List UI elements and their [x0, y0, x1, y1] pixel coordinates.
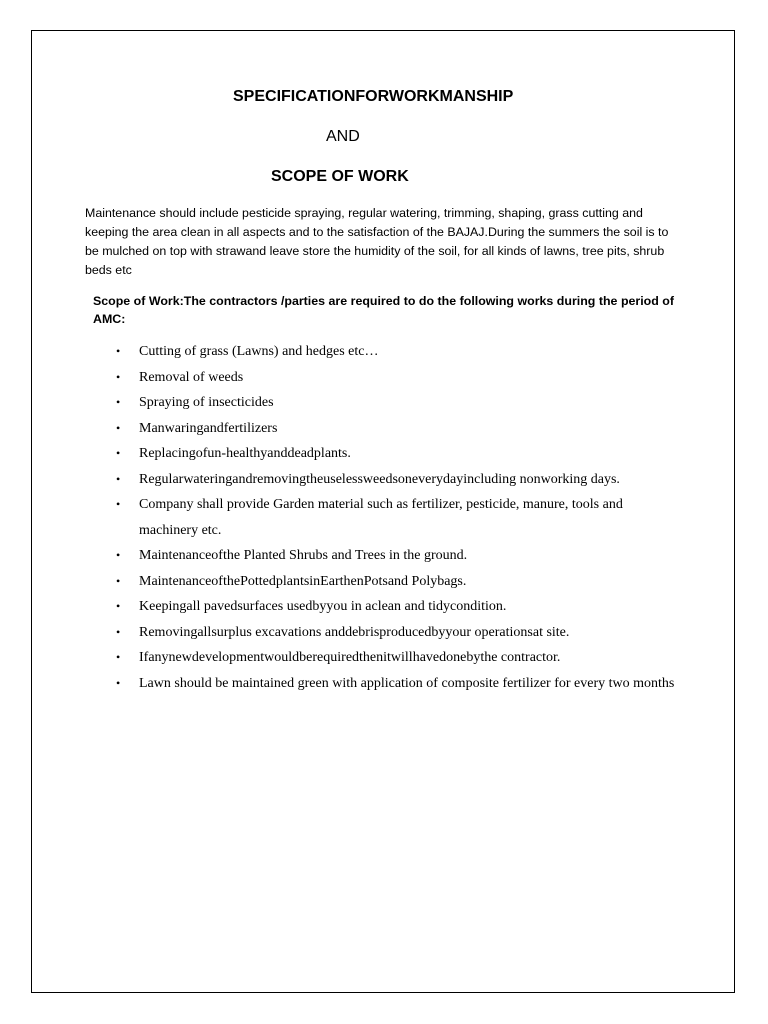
document-title-connector: AND [326, 128, 360, 145]
list-item-text: Lawn should be maintained green with application of composite fertilizer for every two months [139, 675, 675, 691]
list-item [110, 594, 675, 620]
list-item-text: Cutting of grass (Lawns) and hedges etc… [139, 344, 379, 359]
list-item-text: Replacingofun-healthyanddeadplants. [139, 446, 351, 461]
bullet-icon: • [116, 548, 121, 562]
list-item [110, 492, 675, 543]
list-item [110, 441, 675, 467]
list-item-text: Manwaringandfertilizers [139, 420, 278, 436]
list-item-text: Company shall provide Garden material such as fertilizer, pesticide, manure, tools and machinery etc. [139, 497, 623, 538]
list-item-text: Removingallsurplus excavations anddebrisproducedbyyour operationsat site. [139, 624, 570, 640]
list-item [110, 671, 675, 697]
bullet-icon: • [116, 497, 121, 511]
list-item [110, 365, 675, 391]
list-item [110, 645, 675, 671]
document-title: SPECIFICATIONFORWORKMANSHIP [233, 88, 514, 105]
document-subtitle: SCOPE OF WORK [271, 168, 409, 185]
list-item-text: Regularwateringandremovingtheuselessweedsoneverydayincluding nonworking days. [139, 471, 620, 487]
bullet-icon: • [116, 344, 121, 358]
list-item [110, 620, 675, 646]
scope-of-work-heading: Scope of Work:The contractors /parties are required to do the following works during the period of AMC: [93, 294, 674, 326]
list-item [110, 569, 675, 595]
bullet-icon: • [116, 420, 121, 435]
bullet-icon: • [116, 624, 121, 639]
bullet-icon: • [116, 446, 121, 460]
list-item-text: Maintenanceofthe Planted Shrubs and Trees in the ground. [139, 548, 468, 563]
intro-paragraph: Maintenance should include pesticide spraying, regular watering, trimming, shaping, grass cutting and keeping the area clean in all aspects and to the satisfaction of the BAJAJ.During the summers the soil is to be mulched on top with strawand leave store the humidity of the soil, for all kinds of lawns, tree pits, shrub beds etc [85, 206, 669, 277]
bullet-icon: • [116, 599, 121, 613]
bullet-icon: • [116, 471, 121, 486]
bullet-icon: • [116, 573, 121, 588]
works-list [110, 339, 675, 696]
list-item-text: Spraying of insecticides [139, 395, 274, 410]
list-item [110, 467, 675, 493]
bullet-icon: • [116, 395, 121, 409]
list-item [110, 543, 675, 569]
list-item [110, 339, 675, 365]
list-item [110, 390, 675, 416]
bullet-icon: • [116, 675, 121, 690]
bullet-icon: • [116, 650, 121, 664]
list-item-text: Keepingall pavedsurfaces usedbyyou in aclean and tidycondition. [139, 599, 507, 614]
list-item-text: Ifanynewdevelopmentwouldberequiredthenitwillhavedonebythe contractor. [139, 650, 561, 665]
list-item [110, 416, 675, 442]
list-item-text: MaintenanceofthePottedplantsinEarthenPotsand Polybags. [139, 573, 467, 589]
bullet-icon: • [116, 369, 121, 384]
list-item-text: Removal of weeds [139, 369, 244, 385]
